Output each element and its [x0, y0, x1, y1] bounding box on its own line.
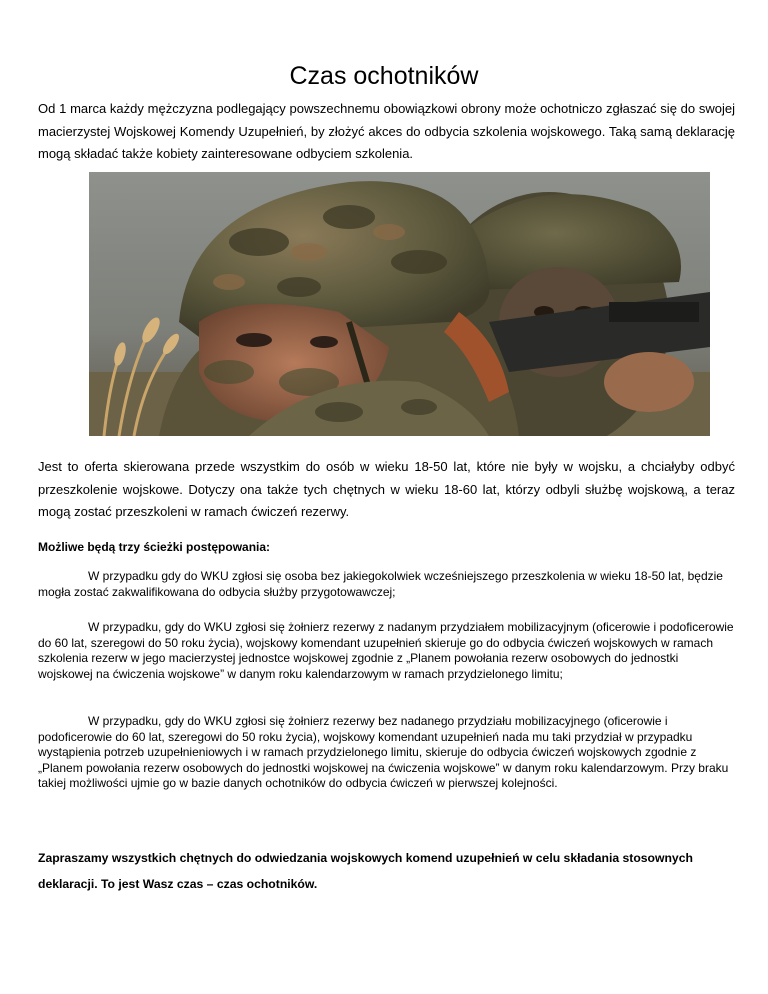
path-text: W przypadku, gdy do WKU zgłosi się żołnierz rezerwy z nadanym przydziałem mobilizacyjnym (oficerowie i podoficerowie do 60 lat, szeregowi do 50 roku życia), wojskowy komendant uzupełnień skieruje go do odbycia ćwiczeń wojskowych w ramach szkolenia rezerw w jego macierzystej jednostce wojskowej zgodnie z „Planem powołania rezerw osobowych do jednostki wojskowej na ćwiczenia wojskowe” w danym roku kalendarzowym w ramach przydzielonego limitu;	[38, 620, 734, 681]
path-item	[38, 714, 735, 792]
closing-paragraph: Zapraszamy wszystkich chętnych do odwiedzania wojskowych komend uzupełnień w celu składania stosownych deklaracji. To jest Wasz czas – czas ochotników.	[38, 851, 693, 891]
soldiers-photo-illustration	[89, 172, 710, 436]
path-text: W przypadku gdy do WKU zgłosi się osoba bez jakiegokolwiek wcześniejszego przeszkolenia w wieku 18-50 lat, będzie mogła zostać zakwalifikowana do odbycia służby przygotowawczej;	[38, 569, 723, 599]
page-title: Czas ochotników	[289, 62, 479, 90]
paths-heading: Możliwe będą trzy ścieżki postępowania:	[38, 540, 271, 554]
path-item	[38, 620, 735, 682]
intro-paragraph: Od 1 marca każdy mężczyzna podlegający powszechnemu obowiązkowi obrony może ochotniczo zgłaszać się do swojej macierzystej Wojskowej Komendy Uzupełnień, by złożyć akces do odbycia szkolenia wojskowego. Taką samą deklarację mogą składać także kobiety zainteresowane odbyciem szkolenia.	[38, 101, 735, 161]
offer-paragraph: Jest to oferta skierowana przede wszystkim do osób w wieku 18-50 lat, które nie były w wojsku, a chciałyby odbyć przeszkolenie wojskowe. Dotyczy ona także tych chętnych w wieku 18-60 lat, którzy odbyli służbę wojskową, a teraz mogą zostać przeszkoleni w ramach ćwiczeń rezerwy.	[38, 459, 735, 519]
soldiers-photo	[89, 172, 710, 436]
path-text: W przypadku, gdy do WKU zgłosi się żołnierz rezerwy bez nadanego przydziału mobilizacyjnego (oficerowie i podoficerowie do 60 lat, szeregowi do 50 roku życia), wojskowy komendant uzupełnień nada mu taki przydział w przypadku wystąpienia potrzeb uzupełnieniowych i w ramach przydzielonego limitu, skieruje do odbycia ćwiczeń wojskowych zgodnie z „Planem powołania rezerw osobowych do jednostki wojskowej na ćwiczenia wojskowe” w danym roku kalendarzowym. Przy braku takiej możliwości ujmie go w bazie danych ochotników do odbycia ćwiczeń w pierwszej kolejności.	[38, 714, 729, 791]
path-item	[38, 569, 735, 600]
